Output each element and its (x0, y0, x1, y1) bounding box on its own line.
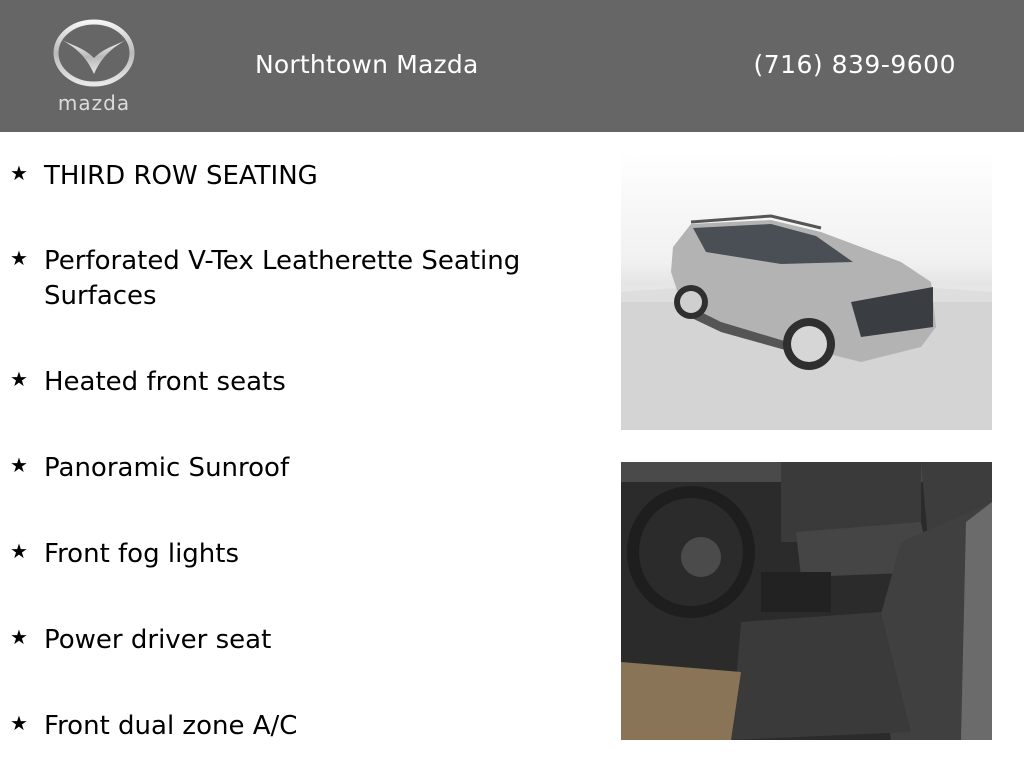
feature-label: Panoramic Sunroof (44, 453, 290, 483)
interior-photo (621, 462, 992, 740)
feature-label: Front dual zone A/C (44, 711, 298, 741)
feature-label: Power driver seat (44, 625, 272, 655)
dealer-name: Northtown Mazda (255, 50, 479, 79)
star-icon: ★ (10, 453, 28, 477)
dealer-phone[interactable]: (716) 839-9600 (753, 50, 956, 79)
star-icon: ★ (10, 539, 28, 563)
star-icon: ★ (10, 711, 28, 735)
feature-label: Perforated V-Tex Leatherette Seating Surfaces (44, 246, 521, 311)
exterior-photo (621, 152, 992, 430)
mazda-logo (40, 18, 148, 116)
star-icon: ★ (10, 246, 28, 270)
star-icon: ★ (10, 367, 28, 391)
suv-exterior-image (621, 152, 992, 430)
interior-seats-image (621, 462, 992, 740)
header-bar (0, 0, 1024, 132)
feature-label: Heated front seats (44, 367, 286, 397)
mazda-wordmark: mazda (57, 91, 131, 115)
star-icon: ★ (10, 625, 28, 649)
star-icon: ★ (10, 161, 28, 185)
mazda-emblem-icon (40, 18, 148, 116)
feature-label: THIRD ROW SEATING (44, 161, 318, 191)
feature-label: Front fog lights (44, 539, 240, 569)
